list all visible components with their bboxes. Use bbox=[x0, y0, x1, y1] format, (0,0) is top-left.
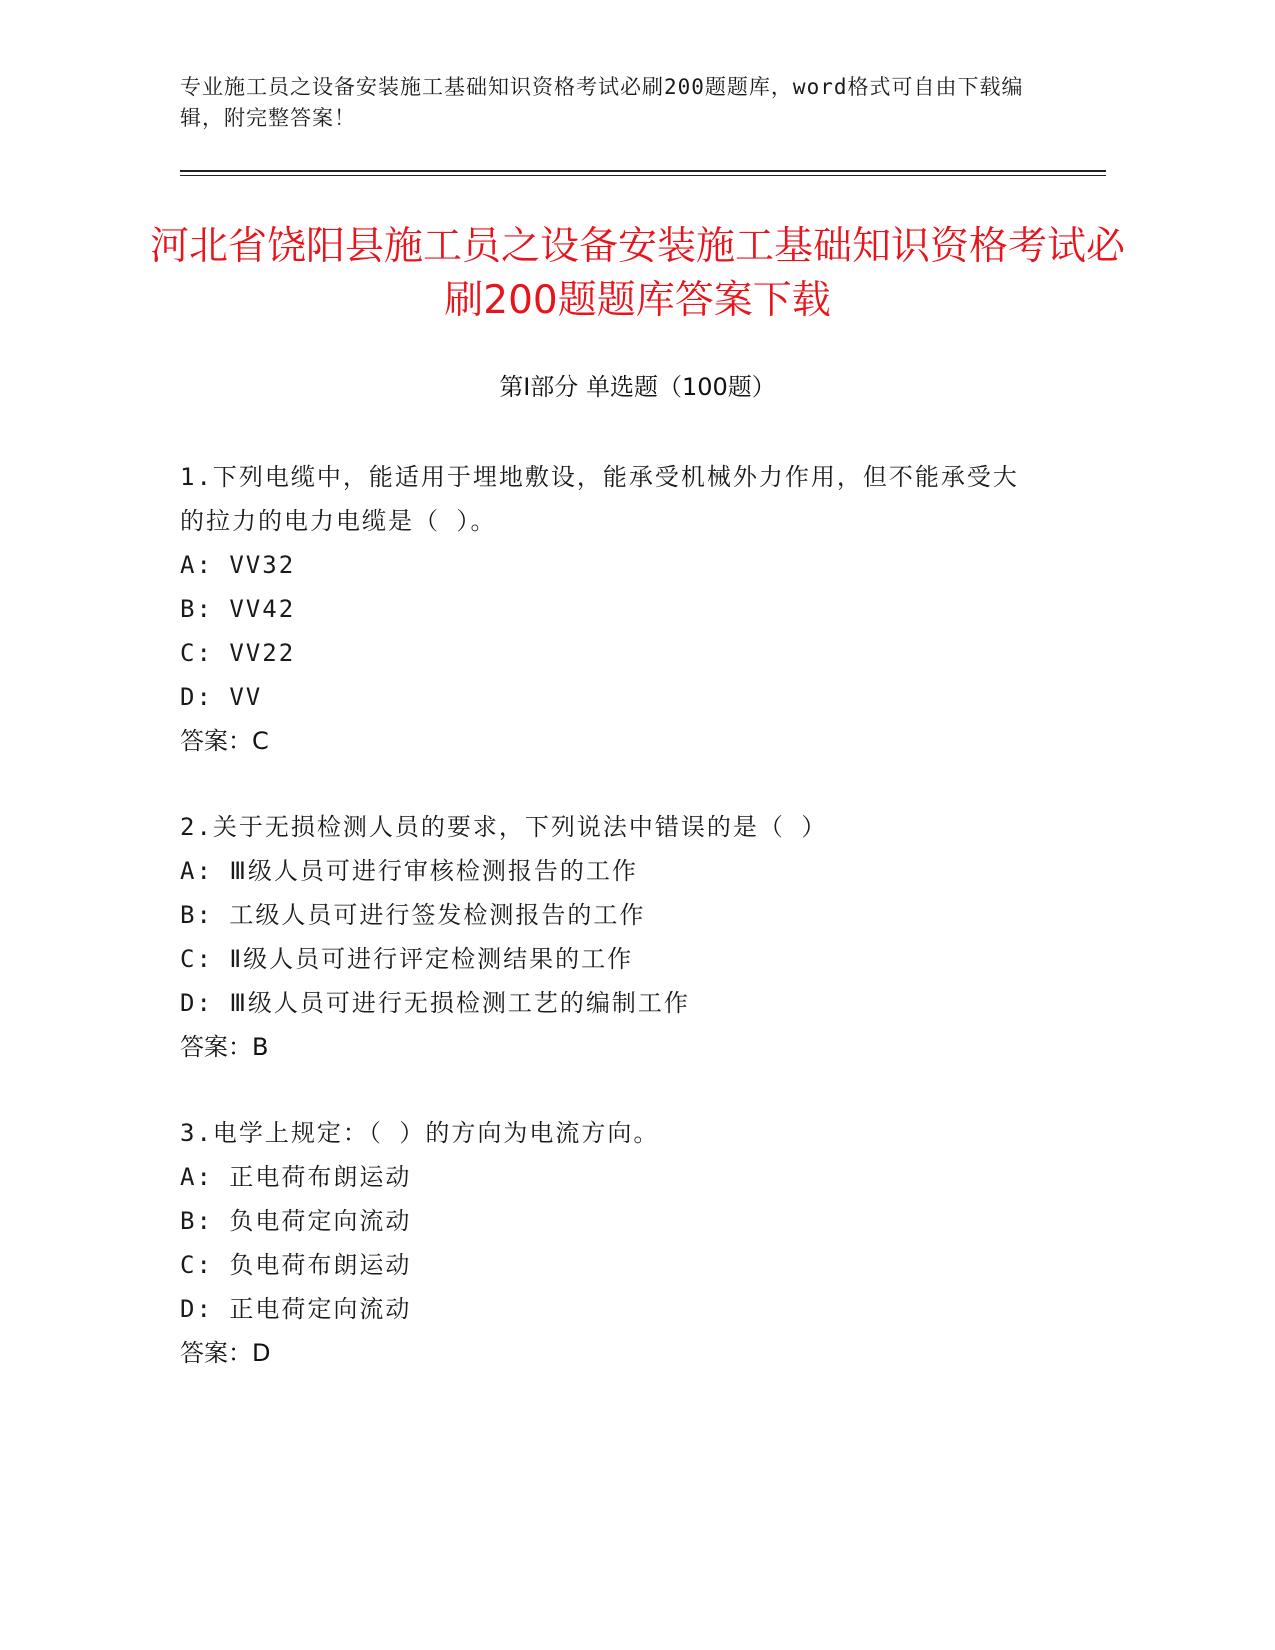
option-c: C: VV22 bbox=[180, 639, 296, 667]
header-note: 专业施工员之设备安装施工基础知识资格考试必刷200题题库，word格式可自由下载编辑，附完整答案！ bbox=[180, 75, 1024, 130]
answer-line: 答案：C bbox=[180, 727, 269, 755]
option-b: B: 负电荷定向流动 bbox=[180, 1207, 412, 1235]
option-c: C: Ⅱ级人员可进行评定检测结果的工作 bbox=[180, 945, 634, 973]
option-b: B: VV42 bbox=[180, 595, 296, 623]
answer-line: 答案：B bbox=[180, 1033, 269, 1061]
question-list bbox=[180, 455, 1080, 1417]
answer-line: 答案：D bbox=[180, 1339, 271, 1367]
question-3 bbox=[180, 1111, 1080, 1375]
question-stem: 1.下列电缆中，能适用于埋地敷设，能承受机械外力作用，但不能承受大的拉力的电力电缆是（ ）。 bbox=[180, 463, 1019, 535]
document-title: 河北省饶阳县施工员之设备安装施工基础知识资格考试必刷200题题库答案下载 bbox=[150, 224, 1126, 323]
question-1 bbox=[180, 455, 1080, 763]
option-d: D: 正电荷定向流动 bbox=[180, 1295, 412, 1323]
option-c: C: 负电荷布朗运动 bbox=[180, 1251, 412, 1279]
question-stem: 2.关于无损检测人员的要求，下列说法中错误的是（ ） bbox=[180, 813, 828, 841]
option-a: A: 正电荷布朗运动 bbox=[180, 1163, 412, 1191]
option-a: A: Ⅲ级人员可进行审核检测报告的工作 bbox=[180, 857, 638, 885]
option-b: B: 工级人员可进行签发检测报告的工作 bbox=[180, 901, 646, 929]
question-2 bbox=[180, 805, 1080, 1069]
option-d: D: VV bbox=[180, 683, 263, 711]
section-title: 第Ⅰ部分 单选题（100题） bbox=[499, 373, 776, 401]
question-stem: 3.电学上规定：（ ）的方向为电流方向。 bbox=[180, 1119, 660, 1147]
option-a: A: VV32 bbox=[180, 551, 296, 579]
option-d: D: Ⅲ级人员可进行无损检测工艺的编制工作 bbox=[180, 989, 690, 1017]
header-divider-thick bbox=[180, 170, 1106, 172]
header-divider-thin bbox=[180, 175, 1106, 176]
